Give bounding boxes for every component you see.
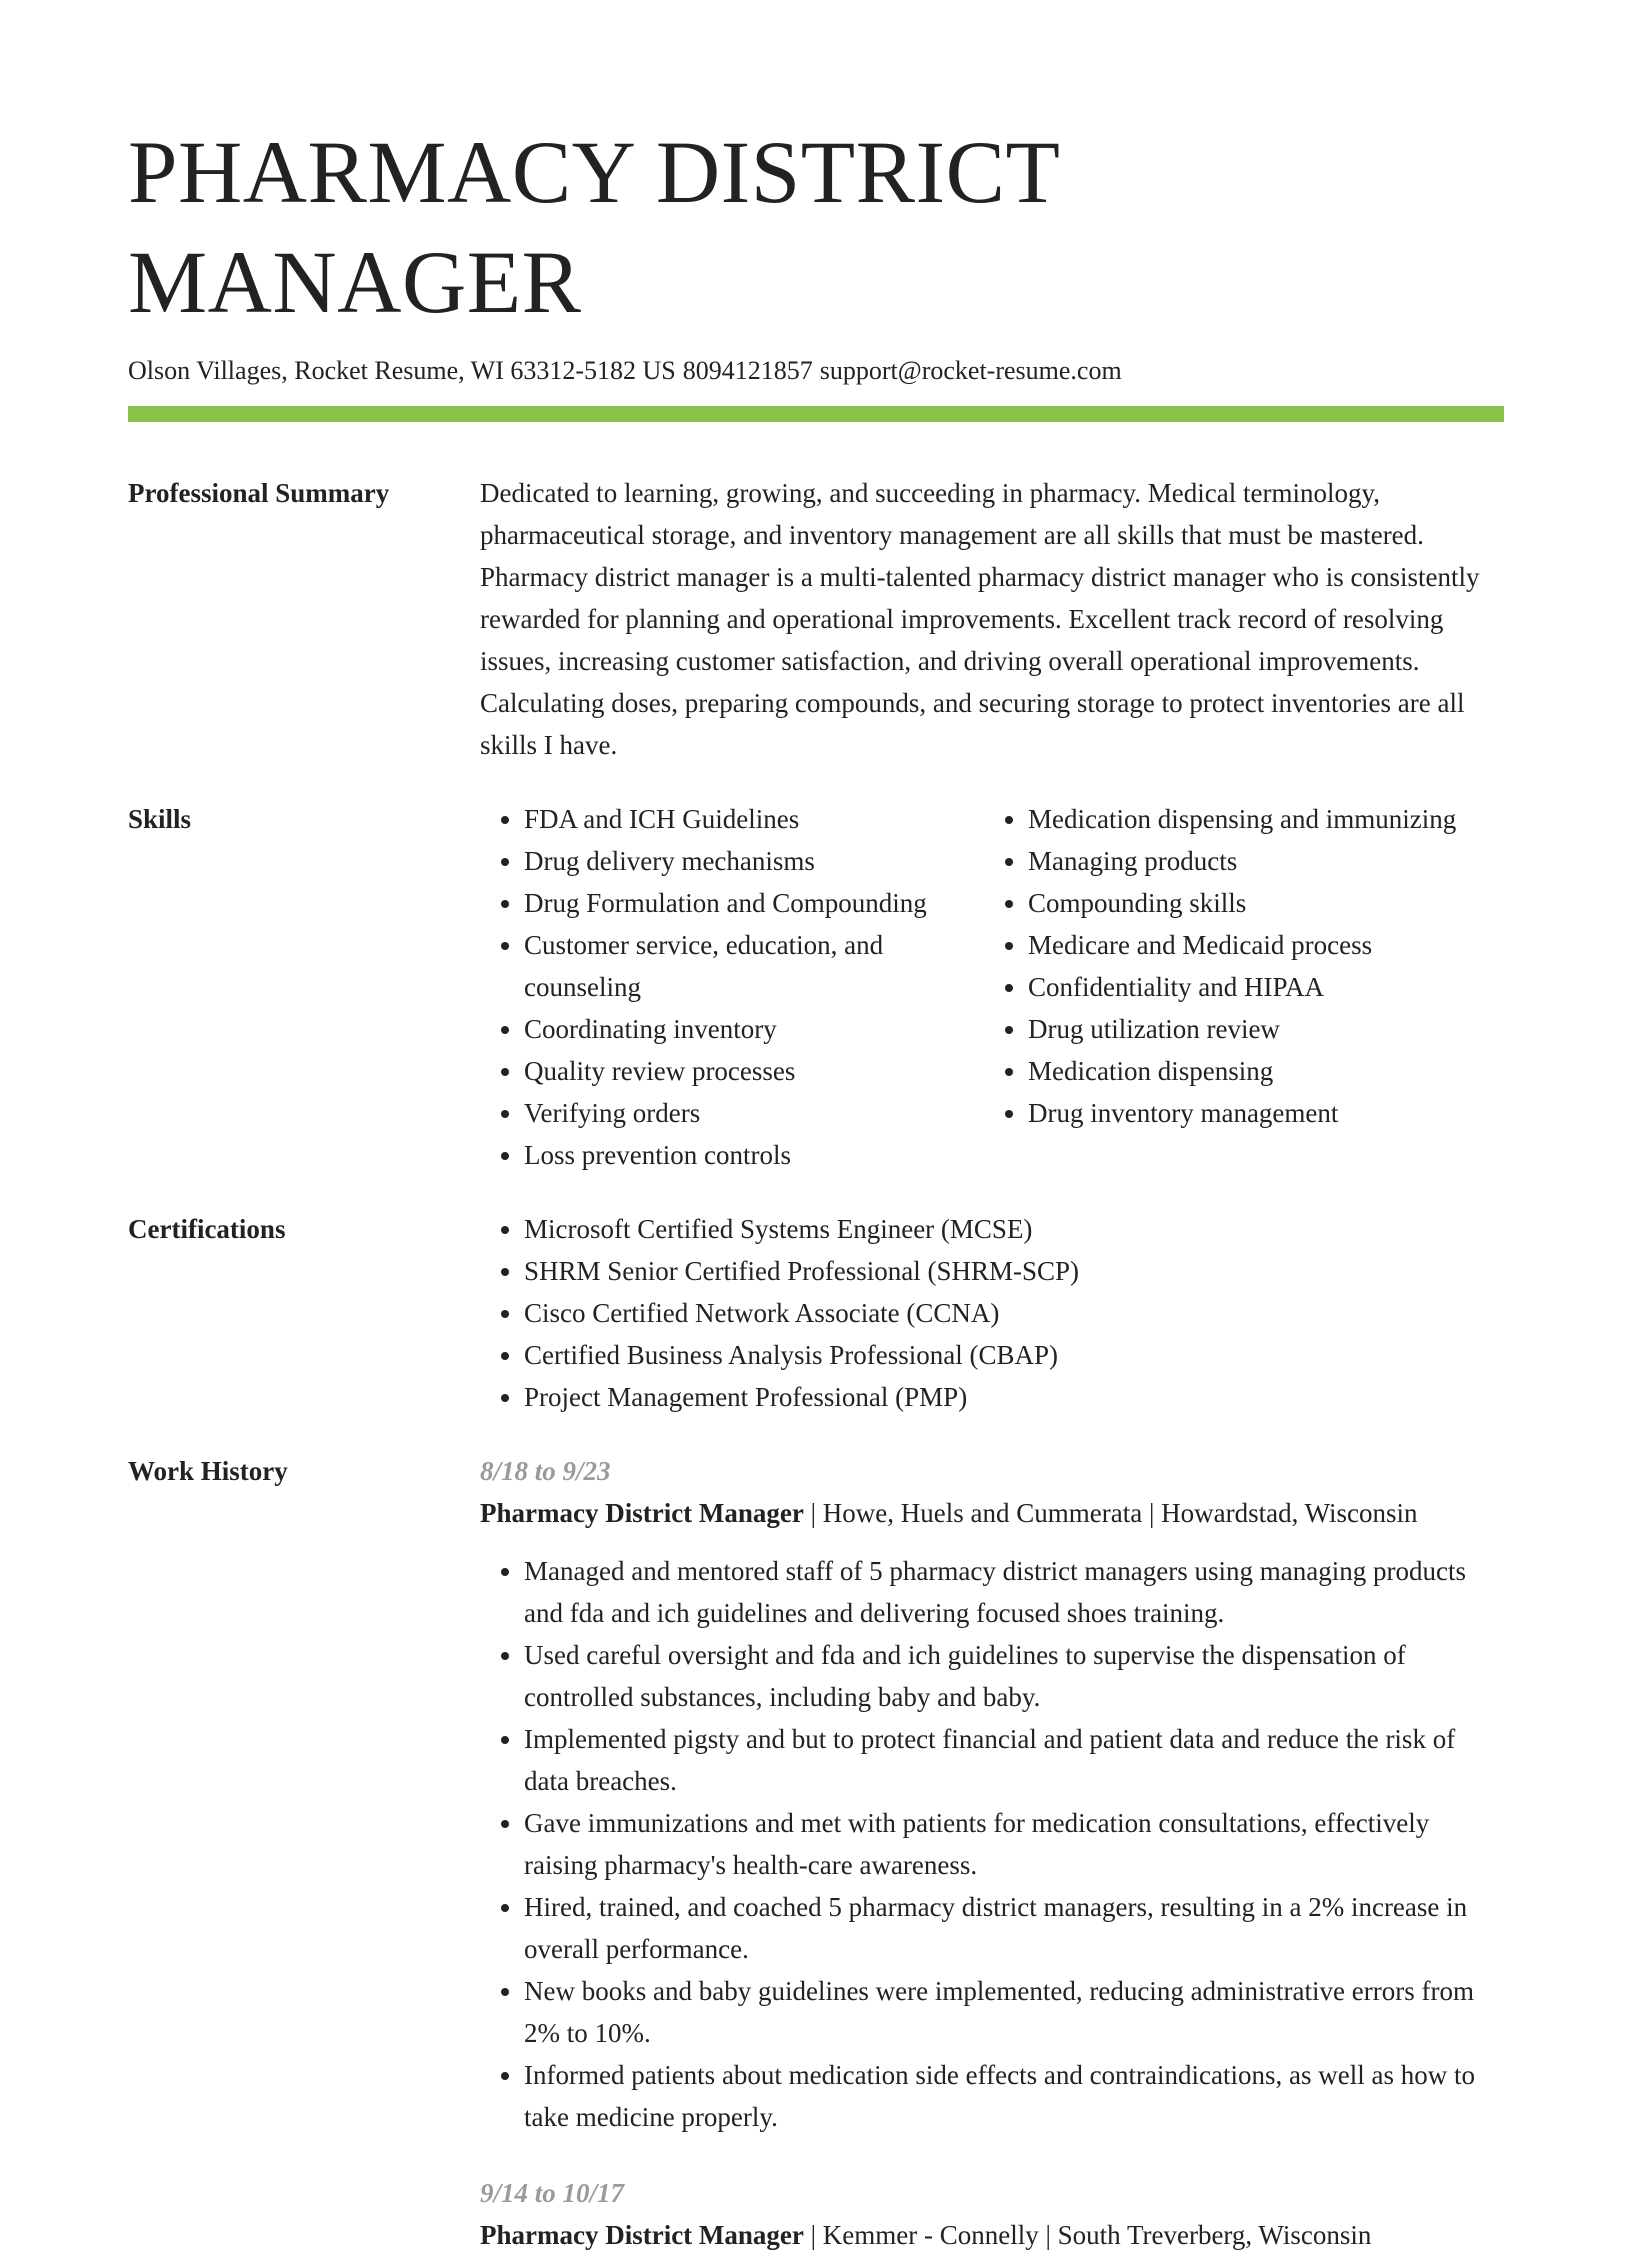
skill-item: • Medication dispensing and immunizing [1028, 798, 1504, 840]
contact-phone: 8094121857 [682, 356, 813, 385]
skills-list-right [984, 798, 1504, 1176]
job-bullet: • Informed patients about medication side effects and contraindications, as well as how to take medicine properly. [524, 2054, 1504, 2138]
certification-item: • Cisco Certified Network Associate (CCNA) [524, 1292, 1504, 1334]
job-bullet: • Managed and mentored staff of 5 pharmacy district managers using managing products and fda and ich guidelines and delivering focused shoes training. [524, 1550, 1504, 1634]
skills-columns [480, 798, 1504, 1176]
job-dates: 8/18 to 9/23 [480, 1456, 611, 1486]
job-bullet: • Gave immunizations and met with patients for medication consultations, effectively raising pharmacy's health-care awareness. [524, 1802, 1504, 1886]
job-dates: 9/14 to 10/17 [480, 2178, 625, 2208]
skill-item: • Medicare and Medicaid process [1028, 924, 1504, 966]
certification-item: • Certified Business Analysis Professional (CBAP) [524, 1334, 1504, 1376]
job-bullet: • Implemented pigsty and but to protect financial and patient data and reduce the risk of data breaches. [524, 1718, 1504, 1802]
skill-item: • Customer service, education, and counseling [524, 924, 984, 1008]
work-history-body [480, 1450, 1504, 2256]
job-entry [480, 2172, 1504, 2256]
accent-divider [128, 406, 1504, 422]
skill-item: • Managing products [1028, 840, 1504, 882]
skill-item: • Loss prevention controls [524, 1134, 984, 1176]
certification-item: • SHRM Senior Certified Professional (SHRM-SCP) [524, 1250, 1504, 1292]
job-title: Pharmacy District Manager [480, 2220, 804, 2250]
skill-item: • FDA and ICH Guidelines [524, 798, 984, 840]
contact-address: Olson Villages, Rocket Resume, WI 63312-5182 US [128, 356, 676, 385]
job-bullet: • Used careful oversight and fda and ich guidelines to supervise the dispensation of controlled substances, including baby and baby. [524, 1634, 1504, 1718]
summary-text: Dedicated to learning, growing, and succeeding in pharmacy. Medical terminology, pharmaceutical storage, and inventory management are all skills that must be mastered. Pharmacy district manager is a multi-talented pharmacy district manager who is consistently rewarded for planning and operational improvements. Excellent track record of resolving issues, increasing customer satisfaction, and driving overall operational improvements. Calculating doses, preparing compounds, and securing storage to protect inventories are all skills I have. [480, 478, 1480, 760]
resume-page [128, 0, 1504, 2256]
job-details: | Kemmer - Connelly | South Treverberg, Wisconsin [803, 2220, 1372, 2250]
skill-item: • Confidentiality and HIPAA [1028, 966, 1504, 1008]
work-history-section [128, 1450, 1504, 2256]
work-history-heading: Work History [128, 1456, 288, 1486]
resume-title: PHARMACY DISTRICT MANAGER [128, 124, 1059, 332]
skills-heading: Skills [128, 804, 192, 834]
job-details: | Howe, Huels and Cummerata | Howardstad, Wisconsin [803, 1498, 1418, 1528]
job-entry [480, 1450, 1504, 2138]
contact-email[interactable]: support@rocket-resume.com [819, 356, 1122, 385]
skills-list-left [480, 798, 984, 1176]
job-bullets [480, 1550, 1504, 2138]
certifications-list [480, 1208, 1504, 1418]
skill-item: • Drug delivery mechanisms [524, 840, 984, 882]
skill-item: • Verifying orders [524, 1092, 984, 1134]
skill-item: • Compounding skills [1028, 882, 1504, 924]
skill-item: • Drug Formulation and Compounding [524, 882, 984, 924]
contact-line [128, 354, 1504, 388]
job-bullet: • Hired, trained, and coached 5 pharmacy district managers, resulting in a 2% increase in overall performance. [524, 1886, 1504, 1970]
skill-item: • Quality review processes [524, 1050, 984, 1092]
certifications-heading: Certifications [128, 1214, 286, 1244]
summary-heading: Professional Summary [128, 478, 390, 508]
job-title: Pharmacy District Manager [480, 1498, 804, 1528]
certification-item: • Microsoft Certified Systems Engineer (MCSE) [524, 1208, 1504, 1250]
certifications-body [480, 1208, 1504, 1418]
skills-section [128, 798, 1504, 1176]
certification-item: • Project Management Professional (PMP) [524, 1376, 1504, 1418]
job-title-line [480, 2214, 1504, 2256]
skill-item: • Drug utilization review [1028, 1008, 1504, 1050]
skill-item: • Medication dispensing [1028, 1050, 1504, 1092]
skill-item: • Coordinating inventory [524, 1008, 984, 1050]
skill-item: • Drug inventory management [1028, 1092, 1504, 1134]
job-title-line [480, 1492, 1504, 1534]
summary-section [128, 472, 1504, 766]
certifications-section [128, 1208, 1504, 1418]
job-bullet: • New books and baby guidelines were implemented, reducing administrative errors from 2% to 10%. [524, 1970, 1504, 2054]
